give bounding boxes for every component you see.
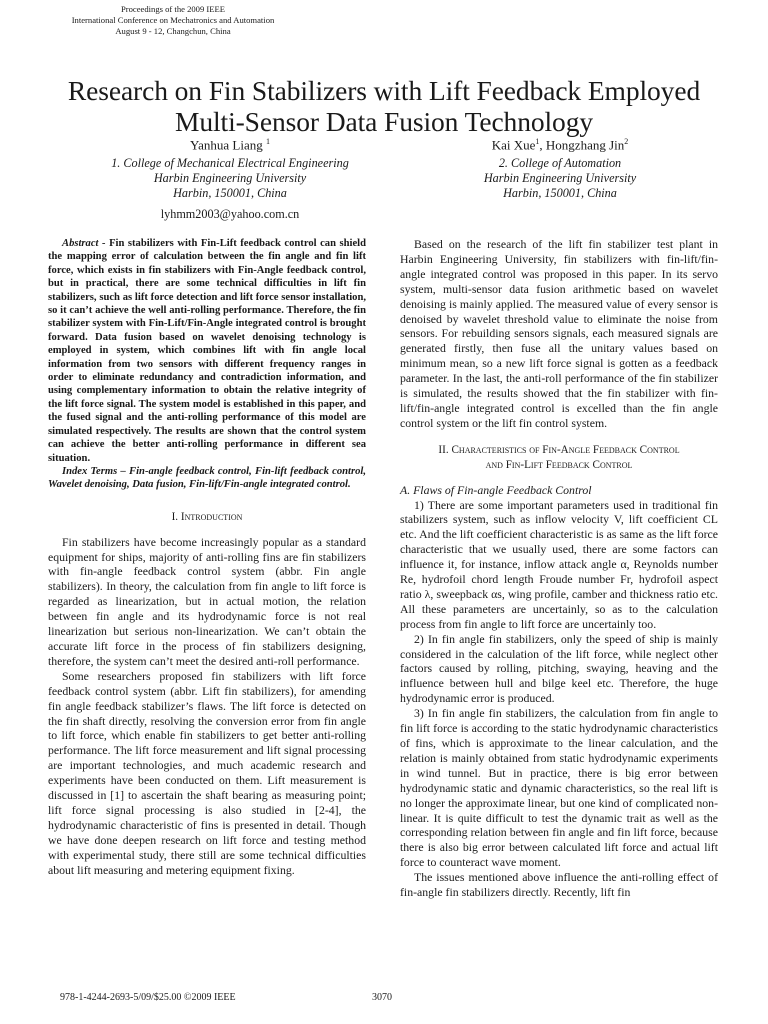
author-names-right: Kai Xue$^1$, Hongzhang Jin$^2$ (491, 137, 629, 153)
proceedings-line-1: Proceedings of the 2009 IEEE (120, 4, 226, 14)
right-paragraph-1: Based on the research of the lift fin stabilizer test plant in Harbin Engineering University, fin stabilizers with fin-lift/fin-angle integrated control was proposed in this paper. In its servo system, multi-sensor data fusion arithmetic based on wavelet denoising is mainly applied. The measured value of every sensor is denoised by wavelet threshold value to eliminate the noise from sensors. For rebuilding sensors signals, each measured signals are generated firstly, then fuse all the unitary values based on minimum mean, so a new lift force signal is gotten as a feedback parameter. In the last, the anti-roll performance of the fin stabilizer is simulated, the results showed that the fin stabilizer with fin-lift/fin-angle integrated control is excelled than the fin angle control system or the lift fin control system. (400, 237, 718, 430)
affiliation-left-1: 1. College of Mechanical Electrical Engineering (111, 156, 349, 171)
title-line-1: Research on Fin Stabilizers with Lift Feedback Employed (67, 75, 701, 106)
intro-paragraph-2: Some researchers proposed fin stabilizers with lift force feedback control system (abbr. Lift fin stabilizers), for amending fin angle feedback stabilizer’s flaws. The lift force is detected on the fin shaft directly, resolving the conversion error from fin angle to lift force, which enable fin stabilizers to get better anti-rolling performance. The lift force measurement and lift signal processing are important technologies, and much academic research and experiments have been conducted on them. Lift measurement is discussed in [1] to ascertain the shaft bearing as measuring point; lift force signal processing is also studied in [2-4], the hydrodynamic characteristic of fins is presented in detail. Though we have done deepen research on lift force and testing method with experimental study, there still are some technical difficulties about lift measuring and metering equipment fixing. (48, 668, 366, 877)
right-column (400, 237, 718, 900)
author-sup-left: 1 (265, 137, 270, 146)
affiliation-right-3: Harbin, 150001, China (503, 186, 617, 201)
proceedings-header (48, 4, 298, 37)
page-number: 3070 (372, 992, 392, 1003)
author-email: lyhmm2003@yahoo.com.cn (160, 207, 300, 222)
left-column (48, 237, 366, 877)
author-name-left: Yanhua Liang $^1$ (190, 137, 270, 153)
right-paragraph-2: 1) There are some important parameters used in traditional fin stabilizers system, such as inflow velocity V, lift coefficient CL etc. And the lift coefficient characteristic is as same as the lift force characteristic that we usually used, there are some factors can influence it, for instance, inflow attack angle α, Reynolds number Re, hydrofoil chord length Froude number Fr, hydrofoil aspect ratio λ, sweepback αs, wing profile, camber and thickness ratio etc. All these parameters are uncertainly, so as to the calculation process from fin angle to lift force are uncertainly too. (400, 497, 718, 631)
footer-isbn: 978-1-4244-2693-5/09/$25.00 ©2009 IEEE (60, 992, 236, 1003)
right-paragraph-5: The issues mentioned above influence the anti-rolling effect of fin-angle fin stabilizers directly. Recently, lift fin (400, 870, 718, 900)
author-block-left (80, 134, 380, 222)
affiliation-right-2: Harbin Engineering University (483, 171, 637, 186)
abstract-label: Abstract - (62, 238, 106, 249)
paper-title (20, 75, 748, 137)
author-block-right (410, 134, 710, 201)
proceedings-line-3: August 9 - 12, Changchun, China (115, 26, 231, 36)
abstract-text: Fin stabilizers with Fin-Lift feedback control can shield the mapping error of calculation between the fin angle and fin lift force, which exists in fin stabilizers with Fin-Angle feedback control, but in practical, there are some technical difficulties in lift fin stabilizers, such as lift force detection and lift force sensor installation, so it can’t achieve the well anti-rolling performance. Therefore, the fin stabilizer system with Fin-Lift/Fin-Angle integrated control is brought forward. Data fusion based on wavelet denoising technology is employed in system, which combines lift with fin angle local information from two sensors with different frequency ranges in order to eliminate redundancy and contradiction information, and using complementary information to obtain the relative integrity of the lift force signal. The system model is established in this paper, and the fused signal and the anti-rolling performance of this model are simulated respectively. The results are shown that the control system can achieve the better anti-rolling performance in different sea situation. (48, 238, 366, 464)
intro-paragraph-1: Fin stabilizers have become increasingly popular as a standard equipment for ships, majority of anti-rolling fins are fin stabilizers with fin-angle feedback control system (abbr. Fin angle stabilizers). In theory, the calculation from fin angle to lift force is regarded as linearization, but in actual motion, the relation between fin angle and its hydrodynamic force is not real linearization but serious non-linearization. We can’t obtain the accurate lift force in the process of fin stabilizers designing, therefore, the system can’t meet the desired anti-roll performance. (48, 534, 366, 668)
affiliation-right-1: 2. College of Automation (498, 156, 622, 171)
abstract (48, 237, 366, 465)
section-heading-characteristics: II. Characteristics of Fin-Angle Feedback Control and Fin-Lift Feedback Control (438, 443, 680, 471)
index-terms: Index Terms – Fin-angle feedback control, Fin-lift feedback control, Wavelet denoising, Data fusion, Fin-lift/Fin-angle integrated control. (48, 465, 366, 491)
right-paragraph-4: 3) In fin angle fin stabilizers, the calculation from fin angle to fin lift force is according to the static hydrodynamic characteristics of fins, which is approximate to the linear calculation, and the relation is mainly obtained from static hydrodynamic experiments in wind tunnel. But in practice, there is big error between hydrodynamic static and dynamic characteristics, so the real lift is no longer the approximate linear, but one kind of complicated non-linear. It is quite difficult to test the dynamic trait as well as the corresponding relation between fin angle and fin lift force, because there is also big error between calculated lift force and actual lift force to counteract wave moment. (400, 706, 718, 870)
proceedings-line-2: International Conference on Mechatronics and Automation (71, 15, 275, 25)
affiliation-left-3: Harbin, 150001, China (173, 186, 287, 201)
affiliation-left-2: Harbin Engineering University (153, 171, 307, 186)
title-line-2: Multi-Sensor Data Fusion Technology (175, 106, 593, 137)
section-heading-introduction: I. Introduction (171, 510, 243, 523)
subsection-heading-a: A. Flaws of Fin-angle Feedback Control (400, 482, 592, 497)
right-paragraph-3: 2) In fin angle fin stabilizers, only the speed of ship is mainly considered in the calculation of the lift force, while neglect other factors caused by rolling, pitching, swaying, heaving and the influence between hull and bilge keel etc. Therefore, the huge hydrodynamic error is produced. (400, 631, 718, 706)
